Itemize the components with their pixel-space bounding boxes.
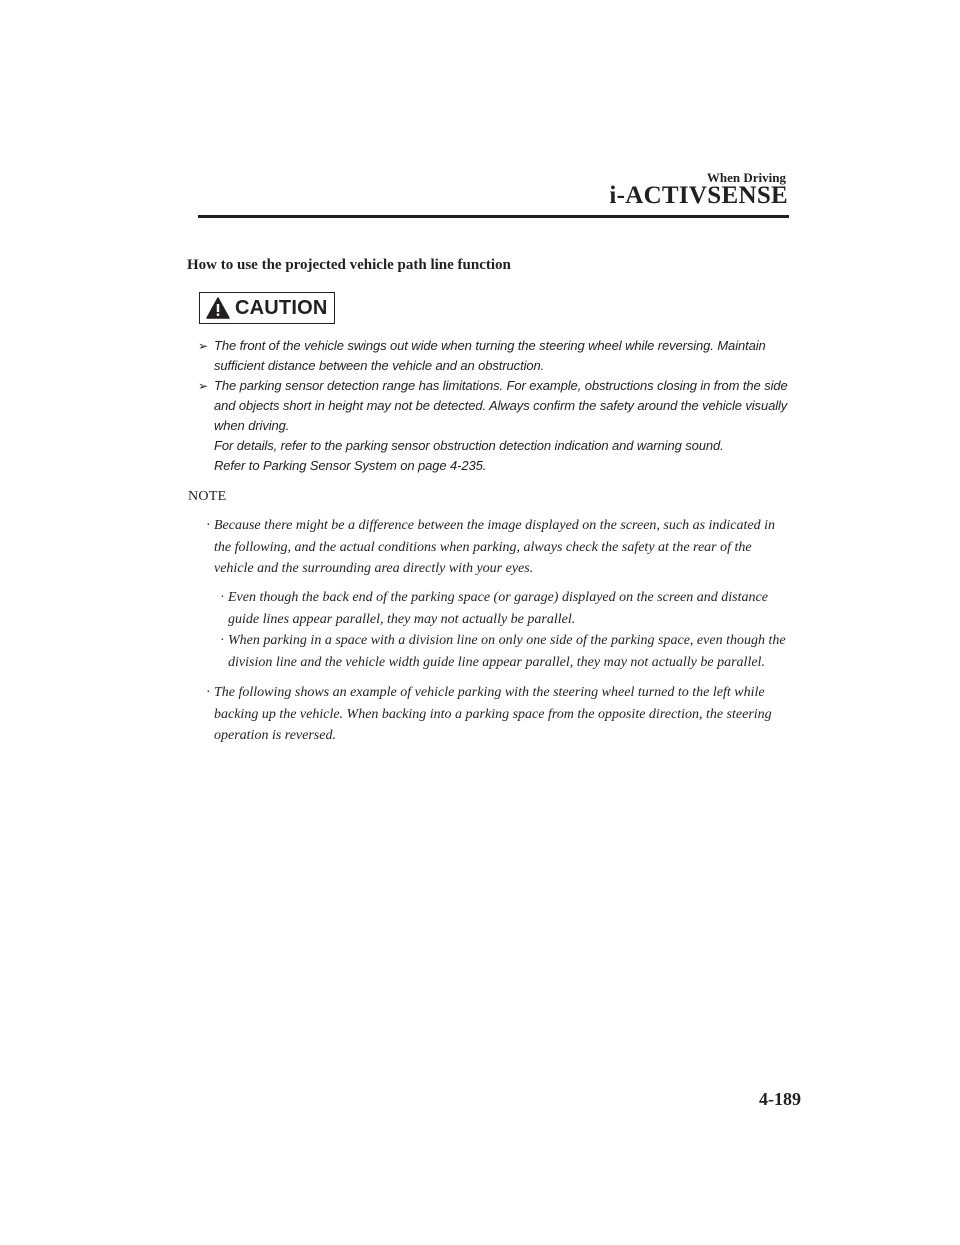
- note-item: [206, 515, 794, 580]
- arrow-bullet-icon: ➢: [198, 339, 208, 353]
- note-label: NOTE: [188, 489, 227, 504]
- caution-item: [198, 336, 798, 376]
- caution-item: [198, 376, 798, 476]
- note-subitem: [220, 630, 794, 673]
- arrow-bullet-icon: ➢: [198, 379, 208, 393]
- note-text: Because there might be a difference between the image displayed on the screen, such as indicated in the following, and the actual conditions when parking, always check the safety at the rear of the vehicle and the surrounding area directly with your eyes.: [214, 518, 776, 576]
- note-sublist: [220, 587, 794, 673]
- note-list: [206, 515, 794, 580]
- note-text: The following shows an example of vehicle parking with the steering wheel turned to the left while backing up the vehicle. When backing into a parking space from the opposite direction, the steering operation is reversed.: [214, 685, 772, 743]
- dot-bullet-icon: ·: [220, 590, 225, 605]
- section-heading: How to use the projected vehicle path line function: [187, 257, 511, 273]
- warning-triangle-icon: [206, 297, 230, 319]
- dot-bullet-icon: ·: [206, 685, 211, 700]
- caution-cross-reference: Refer to Parking Sensor System on page 4-235.: [214, 458, 487, 473]
- note-list: [206, 682, 794, 747]
- dot-bullet-icon: ·: [220, 633, 225, 648]
- caution-text: For details, refer to the parking sensor obstruction detection indication and warning sound.: [214, 438, 724, 453]
- dot-bullet-icon: ·: [206, 518, 211, 533]
- caution-box: [199, 292, 335, 324]
- header-section: When Driving: [706, 170, 786, 185]
- note-subitem: [220, 587, 794, 630]
- note-text: Even though the back end of the parking space (or garage) displayed on the screen and distance guide lines appear parallel, they may not actually be parallel.: [228, 590, 768, 627]
- page-number: 4-189: [759, 1089, 801, 1109]
- caution-text: The front of the vehicle swings out wide when turning the steering wheel while reversing. Maintain sufficient distance between the vehicle and an obstruction.: [214, 338, 766, 373]
- caution-label: CAUTION: [235, 296, 328, 319]
- header-rule: [198, 215, 789, 218]
- note-text: When parking in a space with a division line on only one side of the parking space, even though the division line and the vehicle width guide line appear parallel, they may not actually be parallel.: [228, 633, 786, 670]
- note-item: [206, 682, 794, 747]
- header-title: i-ACTIVSENSE: [609, 182, 788, 209]
- caution-text: The parking sensor detection range has limitations. For example, obstructions closing in from the side and objects short in height may not be detected. Always confirm the safety around the vehicle visually when driving.: [214, 378, 788, 433]
- caution-list: [198, 336, 798, 476]
